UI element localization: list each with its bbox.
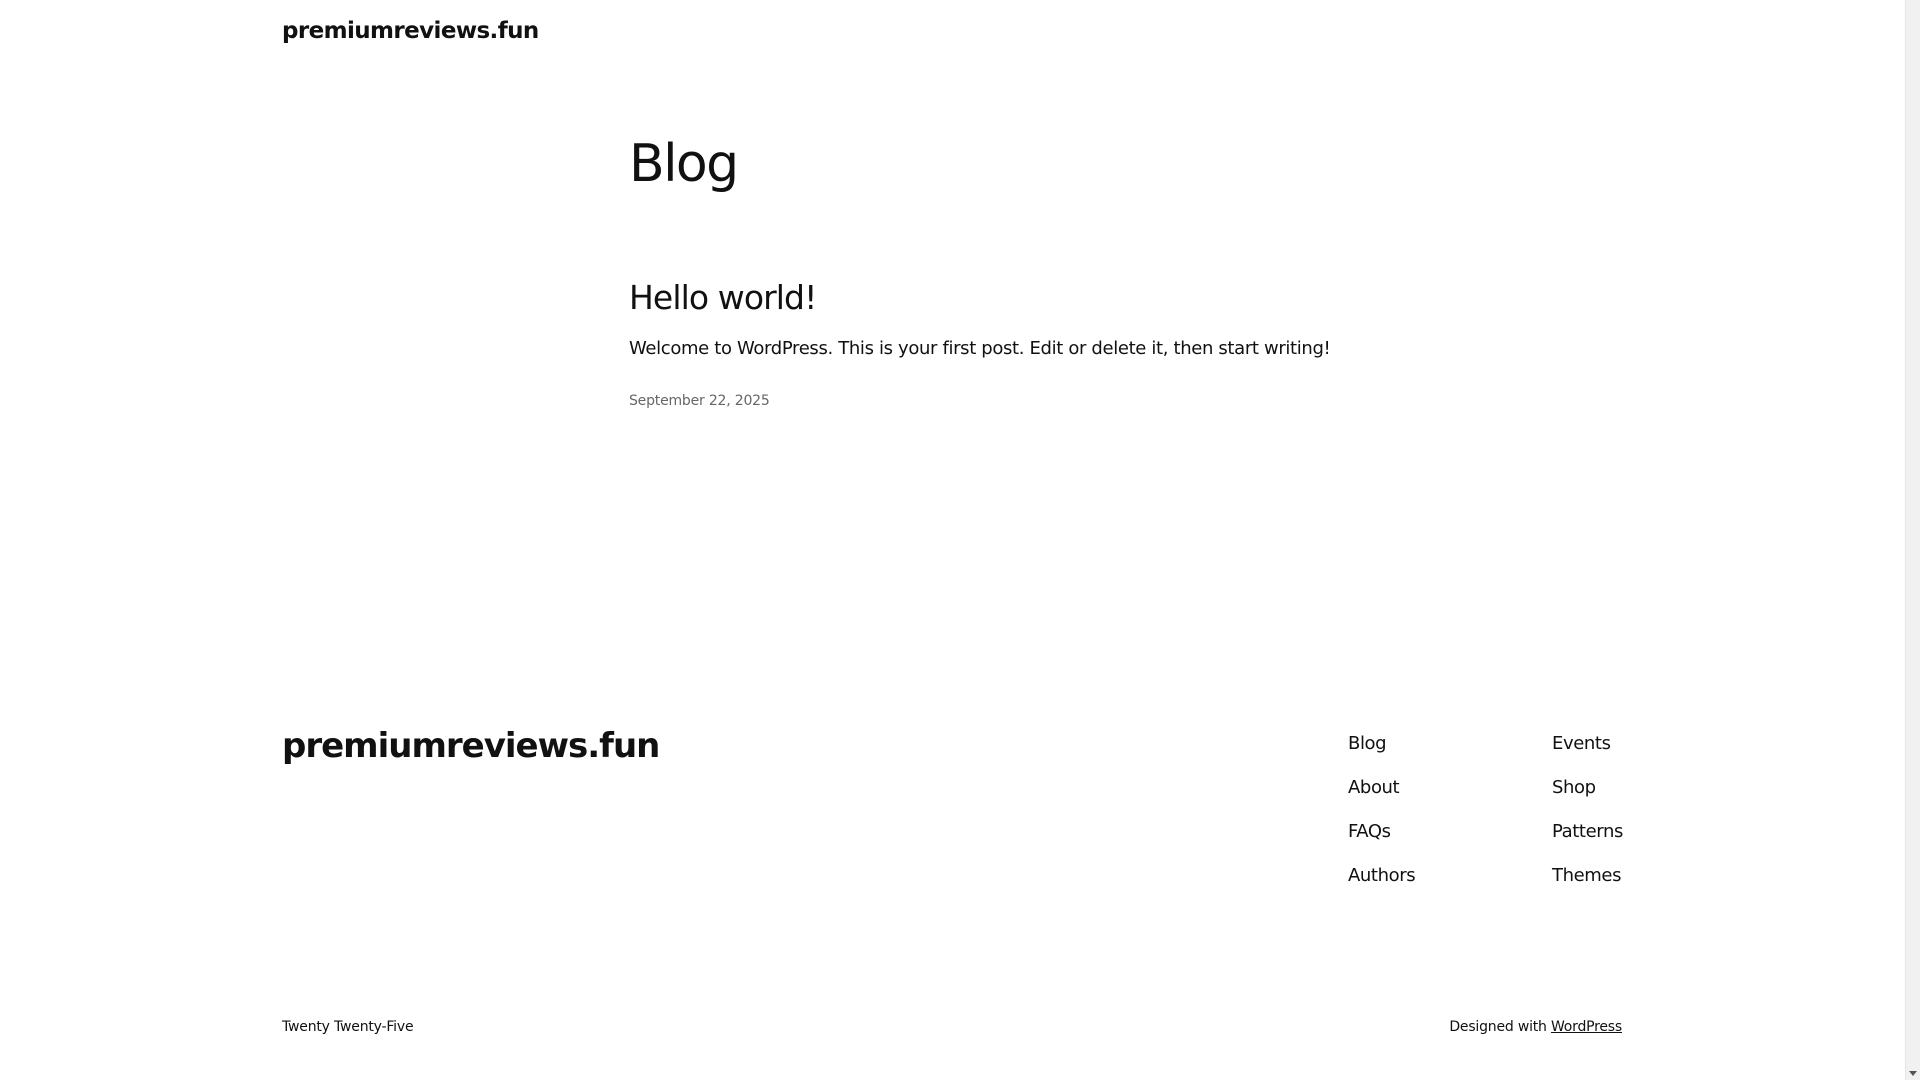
footer-link-authors[interactable]: Authors <box>1348 865 1416 886</box>
vertical-scrollbar[interactable] <box>1905 0 1920 1080</box>
wordpress-link[interactable]: WordPress <box>1550 1019 1622 1035</box>
post-date[interactable]: September 22, 2025 <box>629 393 770 409</box>
designed-with-credit <box>1449 1019 1622 1035</box>
scroll-down-arrow-icon[interactable] <box>1909 1071 1917 1076</box>
page-title: Blog <box>629 134 738 194</box>
footer-nav-column-2 <box>1552 731 1623 907</box>
footer-site-title-link[interactable]: premiumreviews.fun <box>282 726 660 766</box>
theme-credit: Twenty Twenty-Five <box>282 1019 414 1035</box>
footer-link-faqs[interactable]: FAQs <box>1348 821 1391 842</box>
site-title-link[interactable]: premiumreviews.fun <box>282 18 539 44</box>
footer-nav-column-1 <box>1348 731 1415 907</box>
footer-link-shop[interactable]: Shop <box>1552 777 1596 798</box>
footer-link-themes[interactable]: Themes <box>1552 865 1622 886</box>
designed-with-text: Designed with <box>1449 1019 1551 1035</box>
footer-link-about[interactable]: About <box>1348 777 1400 798</box>
post-excerpt: Welcome to WordPress. This is your first post. Edit or delete it, then start writing! <box>629 338 1331 359</box>
footer-link-blog[interactable]: Blog <box>1348 733 1387 754</box>
footer-link-events[interactable]: Events <box>1552 733 1611 754</box>
post-title-link[interactable]: Hello world! <box>629 278 817 317</box>
footer-link-patterns[interactable]: Patterns <box>1552 821 1623 842</box>
